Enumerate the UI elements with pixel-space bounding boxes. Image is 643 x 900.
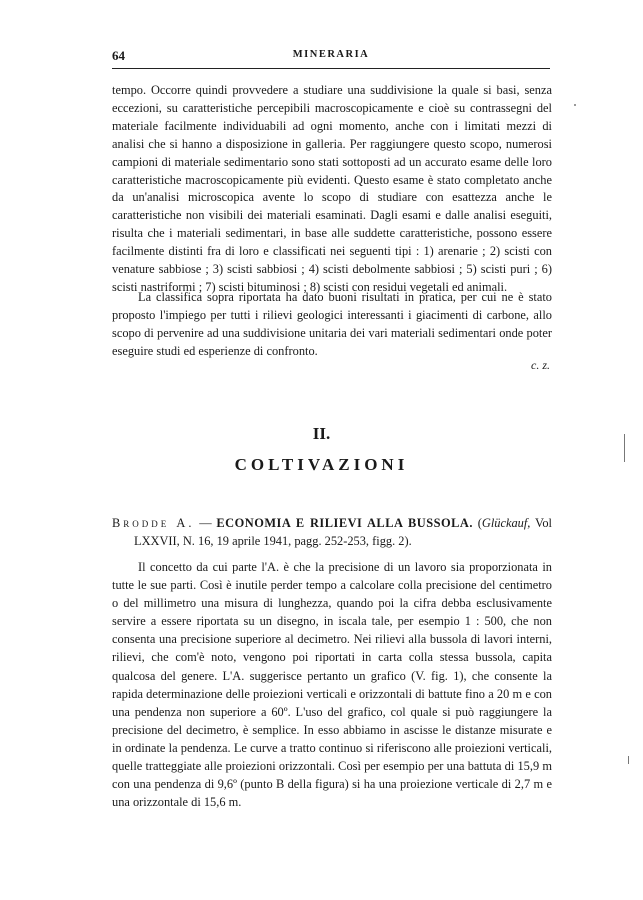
- body-paragraph: La classifica sopra riportata ha dato buoni risultati in pratica, per cui ne è stato proposto l'impiego per tutti i rilievi geologici interessanti i giacimenti di carbone, allo scopo di pervenire ad una suddivisione unitaria dei vari materiali sedimentari onde poter eseguire studi ed esperienze di confronto.: [112, 290, 552, 358]
- body-paragraph: Il concetto da cui parte l'A. è che la precisione di un lavoro sia proporzionata in tutte le sue parti. Così è inutile perder tempo a calcolare colla precisione del centimetro o del millimetro una misura di lunghezza, quando poi la cifra debba esclusivamente servire a essere riportata su un disegno, in iscala tale, per esempio 1 : 500, che non consenta una precisione superiore al decimetro. Nei rilievi alla bussola di lavori interni, rilievi, che com'è noto, vengono poi riportati in carta colla stessa bussola, capita qualcosa del genere. L'A. suggerisce pertanto un grafico (V. fig. 1), che consente la rapida determinazione delle proiezioni verticali e orizzontali di battute fino a 20 m e con una pendenza non superiore a 60º. L'uso del grafico, col quale si può raggiungere la precisione del decimetro, è semplice. In esso abbiamo in ascisse le distanze misurate e in ordinate la pendenza. Le curve a tratto continuo si riferiscono alle proiezioni verticali, quelle tratteggiate alle proiezioni orizzontali. Così per esempio per una battuta di 15,9 m con una pendenza di 9,6º (punto B della figura) si ha una proiezione verticale di 2,7 m e una orizzontale di 15,6 m.: [112, 560, 552, 810]
- body-paragraph: tempo. Occorre quindi provvedere a studiare una suddivisione la quale si basi, senza eccezioni, su caratteristiche percepibili macroscopicamente e cioè su contrassegni del materiale facilmente individuabili ad ogni momento, anche con i limitati mezzi di analisi che si hanno a disposizione in galleria. Per raggiungere questo scopo, numerosi campioni di materiale sedimentario sono stati sottoposti ad un accurato esame delle loro caratteristiche macroscopicamente più evidenti. Questo esame è stato completato anche da un'analisi microscopica avente lo scopo di studiare con esattezza anche le caratteristiche non visibili dei materiali esaminati. Dagli esami e dalle analisi eseguiti, risulta che i materiali sedimentari, in base alle suddette caratteristiche, possono essere facilmente distinti fra di loro e classificati nei seguenti tipi : 1) arenarie ; 2) scisti con venature sabbiose ; 3) scisti sabbiosi ; 4) scisti debolmente sabbiosi ; 5) scisti puri ; 6) scisti nastriformi ; 7) scisti bituminosi ; 8) scisti con residui vegetali ed animali.: [112, 83, 552, 294]
- citation-dash: —: [194, 516, 217, 530]
- citation-title: ECONOMIA E RILIEVI ALLA BUSSOLA.: [216, 516, 473, 530]
- citation-author: Brodde A.: [112, 516, 195, 530]
- author-initials: c. z.: [531, 358, 550, 372]
- section-title: COLTIVAZIONI: [234, 455, 409, 474]
- citation-journal: Glückauf,: [481, 516, 531, 530]
- bibliographic-citation: [112, 514, 552, 550]
- running-title: MINERARIA: [292, 49, 370, 60]
- section-numeral: II.: [312, 424, 331, 443]
- margin-speck: [574, 104, 576, 106]
- margin-mark: [628, 756, 629, 764]
- citation-paren: (: [472, 516, 482, 530]
- margin-mark: [624, 434, 625, 462]
- page-header: [112, 48, 550, 69]
- page-number: 64: [112, 48, 125, 63]
- citation-details: Vol LXXVII, N. 16, 19 aprile 1941, pagg. 252-253, figg. 2).: [134, 516, 552, 548]
